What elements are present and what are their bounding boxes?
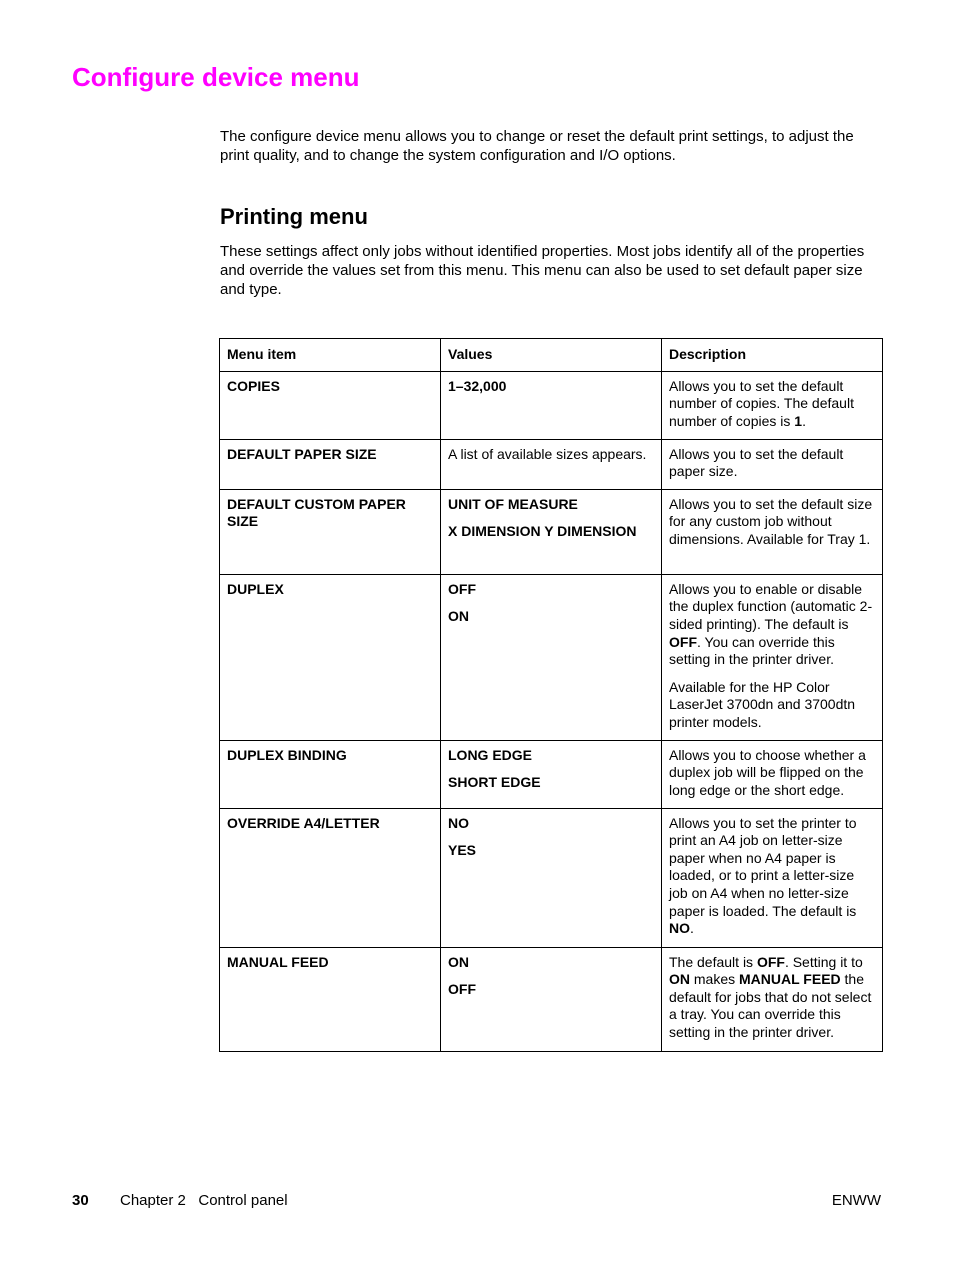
values-cell bbox=[441, 808, 662, 947]
table-row bbox=[220, 439, 883, 489]
values-cell bbox=[441, 439, 662, 489]
value-item: OFF bbox=[448, 981, 476, 998]
value-item: OFF bbox=[448, 580, 476, 597]
description-cell bbox=[662, 371, 883, 439]
description-paragraph bbox=[669, 679, 876, 732]
description-text: The default is bbox=[669, 953, 757, 970]
description-paragraph bbox=[669, 815, 876, 938]
menu-item-cell: DUPLEX BINDING bbox=[220, 740, 441, 808]
header-values: Values bbox=[441, 339, 662, 372]
description-text: . bbox=[690, 920, 694, 937]
description-cell bbox=[662, 808, 883, 947]
values-cell bbox=[441, 489, 662, 574]
page-number: 30 bbox=[72, 1192, 89, 1209]
description-text: 1 bbox=[794, 412, 803, 429]
description-paragraph bbox=[669, 954, 876, 1042]
description-paragraph bbox=[669, 747, 876, 800]
table-header-row bbox=[220, 339, 883, 372]
value-item: LONG EDGE bbox=[448, 746, 533, 763]
description-text: MANUAL FEED bbox=[739, 971, 841, 988]
description-cell bbox=[662, 947, 883, 1051]
description-text: Allows you to set the default number of copies. The default number of copies is bbox=[669, 377, 854, 429]
value-item: SHORT EDGE bbox=[448, 774, 541, 791]
menu-item-cell: MANUAL FEED bbox=[220, 947, 441, 1051]
table-body bbox=[220, 371, 883, 1051]
value-item: NO bbox=[448, 814, 469, 831]
description-cell bbox=[662, 439, 883, 489]
menu-item-cell: COPIES bbox=[220, 371, 441, 439]
description-text: . Setting it to bbox=[784, 953, 863, 970]
table-row bbox=[220, 740, 883, 808]
value-item: X DIMENSION Y DIMENSION bbox=[448, 523, 637, 540]
description-paragraph bbox=[669, 496, 876, 549]
table-row bbox=[220, 489, 883, 574]
description-cell bbox=[662, 489, 883, 574]
section-title: Printing menu bbox=[220, 204, 368, 229]
chapter-label: Chapter 2 Control panel bbox=[120, 1192, 288, 1209]
description-text: makes bbox=[690, 971, 740, 988]
value-item: ON bbox=[448, 608, 469, 625]
description-paragraph bbox=[669, 446, 876, 481]
description-text: OFF bbox=[669, 633, 697, 650]
description-text: ON bbox=[669, 971, 690, 988]
table-row bbox=[220, 574, 883, 740]
description-text: Allows you to choose whether a duplex job will be flipped on the long edge or the short edge. bbox=[669, 746, 866, 798]
menu-item-cell: DUPLEX bbox=[220, 574, 441, 740]
value-item: A list of available sizes appears. bbox=[448, 445, 647, 462]
menu-item-cell: DEFAULT CUSTOM PAPER SIZE bbox=[220, 489, 441, 574]
table-row bbox=[220, 947, 883, 1051]
values-cell bbox=[441, 947, 662, 1051]
intro-paragraph: The configure device menu allows you to change or reset the default print settings, to adjust the print quality, and to change the system configuration and I/O options. bbox=[220, 128, 854, 164]
value-item: YES bbox=[448, 842, 477, 859]
description-text: NO bbox=[669, 920, 690, 937]
description-text: Available for the HP Color LaserJet 3700dn and 3700dtn printer models. bbox=[669, 678, 856, 730]
header-menu-item: Menu item bbox=[220, 339, 441, 372]
description-text: . bbox=[802, 412, 806, 429]
printing-menu-table bbox=[219, 338, 883, 1052]
description-paragraph bbox=[669, 581, 876, 669]
values-cell bbox=[441, 574, 662, 740]
description-text: the default for jobs that do not select a tray. You can override this setting in the printer driver. bbox=[669, 971, 872, 1040]
description-text: Allows you to set the default paper size. bbox=[669, 445, 844, 480]
document-code: ENWW bbox=[831, 1192, 881, 1209]
value-item: 1–32,000 bbox=[448, 377, 507, 394]
table-row bbox=[220, 808, 883, 947]
values-cell bbox=[441, 371, 662, 439]
description-text: Allows you to set the printer to print an A4 job on letter-size paper when no A4 paper is loaded, or to print a letter-size job on A4 when no letter-size paper is loaded. The default is bbox=[669, 814, 857, 919]
description-cell bbox=[662, 574, 883, 740]
menu-item-cell: DEFAULT PAPER SIZE bbox=[220, 439, 441, 489]
description-text: OFF bbox=[756, 953, 785, 970]
description-text: Allows you to set the default size for any custom job without dimensions. Available for Tray 1. bbox=[669, 495, 873, 547]
table-row bbox=[220, 371, 883, 439]
menu-item-cell: OVERRIDE A4/LETTER bbox=[220, 808, 441, 947]
values-cell bbox=[441, 740, 662, 808]
page-title: Configure device menu bbox=[72, 62, 360, 92]
header-description: Description bbox=[662, 339, 883, 372]
value-item: UNIT OF MEASURE bbox=[448, 495, 578, 512]
section-paragraph: These settings affect only jobs without identified properties. Most jobs identify all of the properties and override the values set from this menu. This menu can also be used to set default paper size and type. bbox=[220, 243, 865, 298]
description-text: Allows you to enable or disable the duplex function (automatic 2-sided printing). The default is bbox=[669, 580, 873, 632]
description-text: . You can override this setting in the printer driver. bbox=[669, 633, 835, 668]
description-paragraph bbox=[669, 378, 876, 431]
value-item: ON bbox=[448, 953, 469, 970]
description-cell bbox=[662, 740, 883, 808]
